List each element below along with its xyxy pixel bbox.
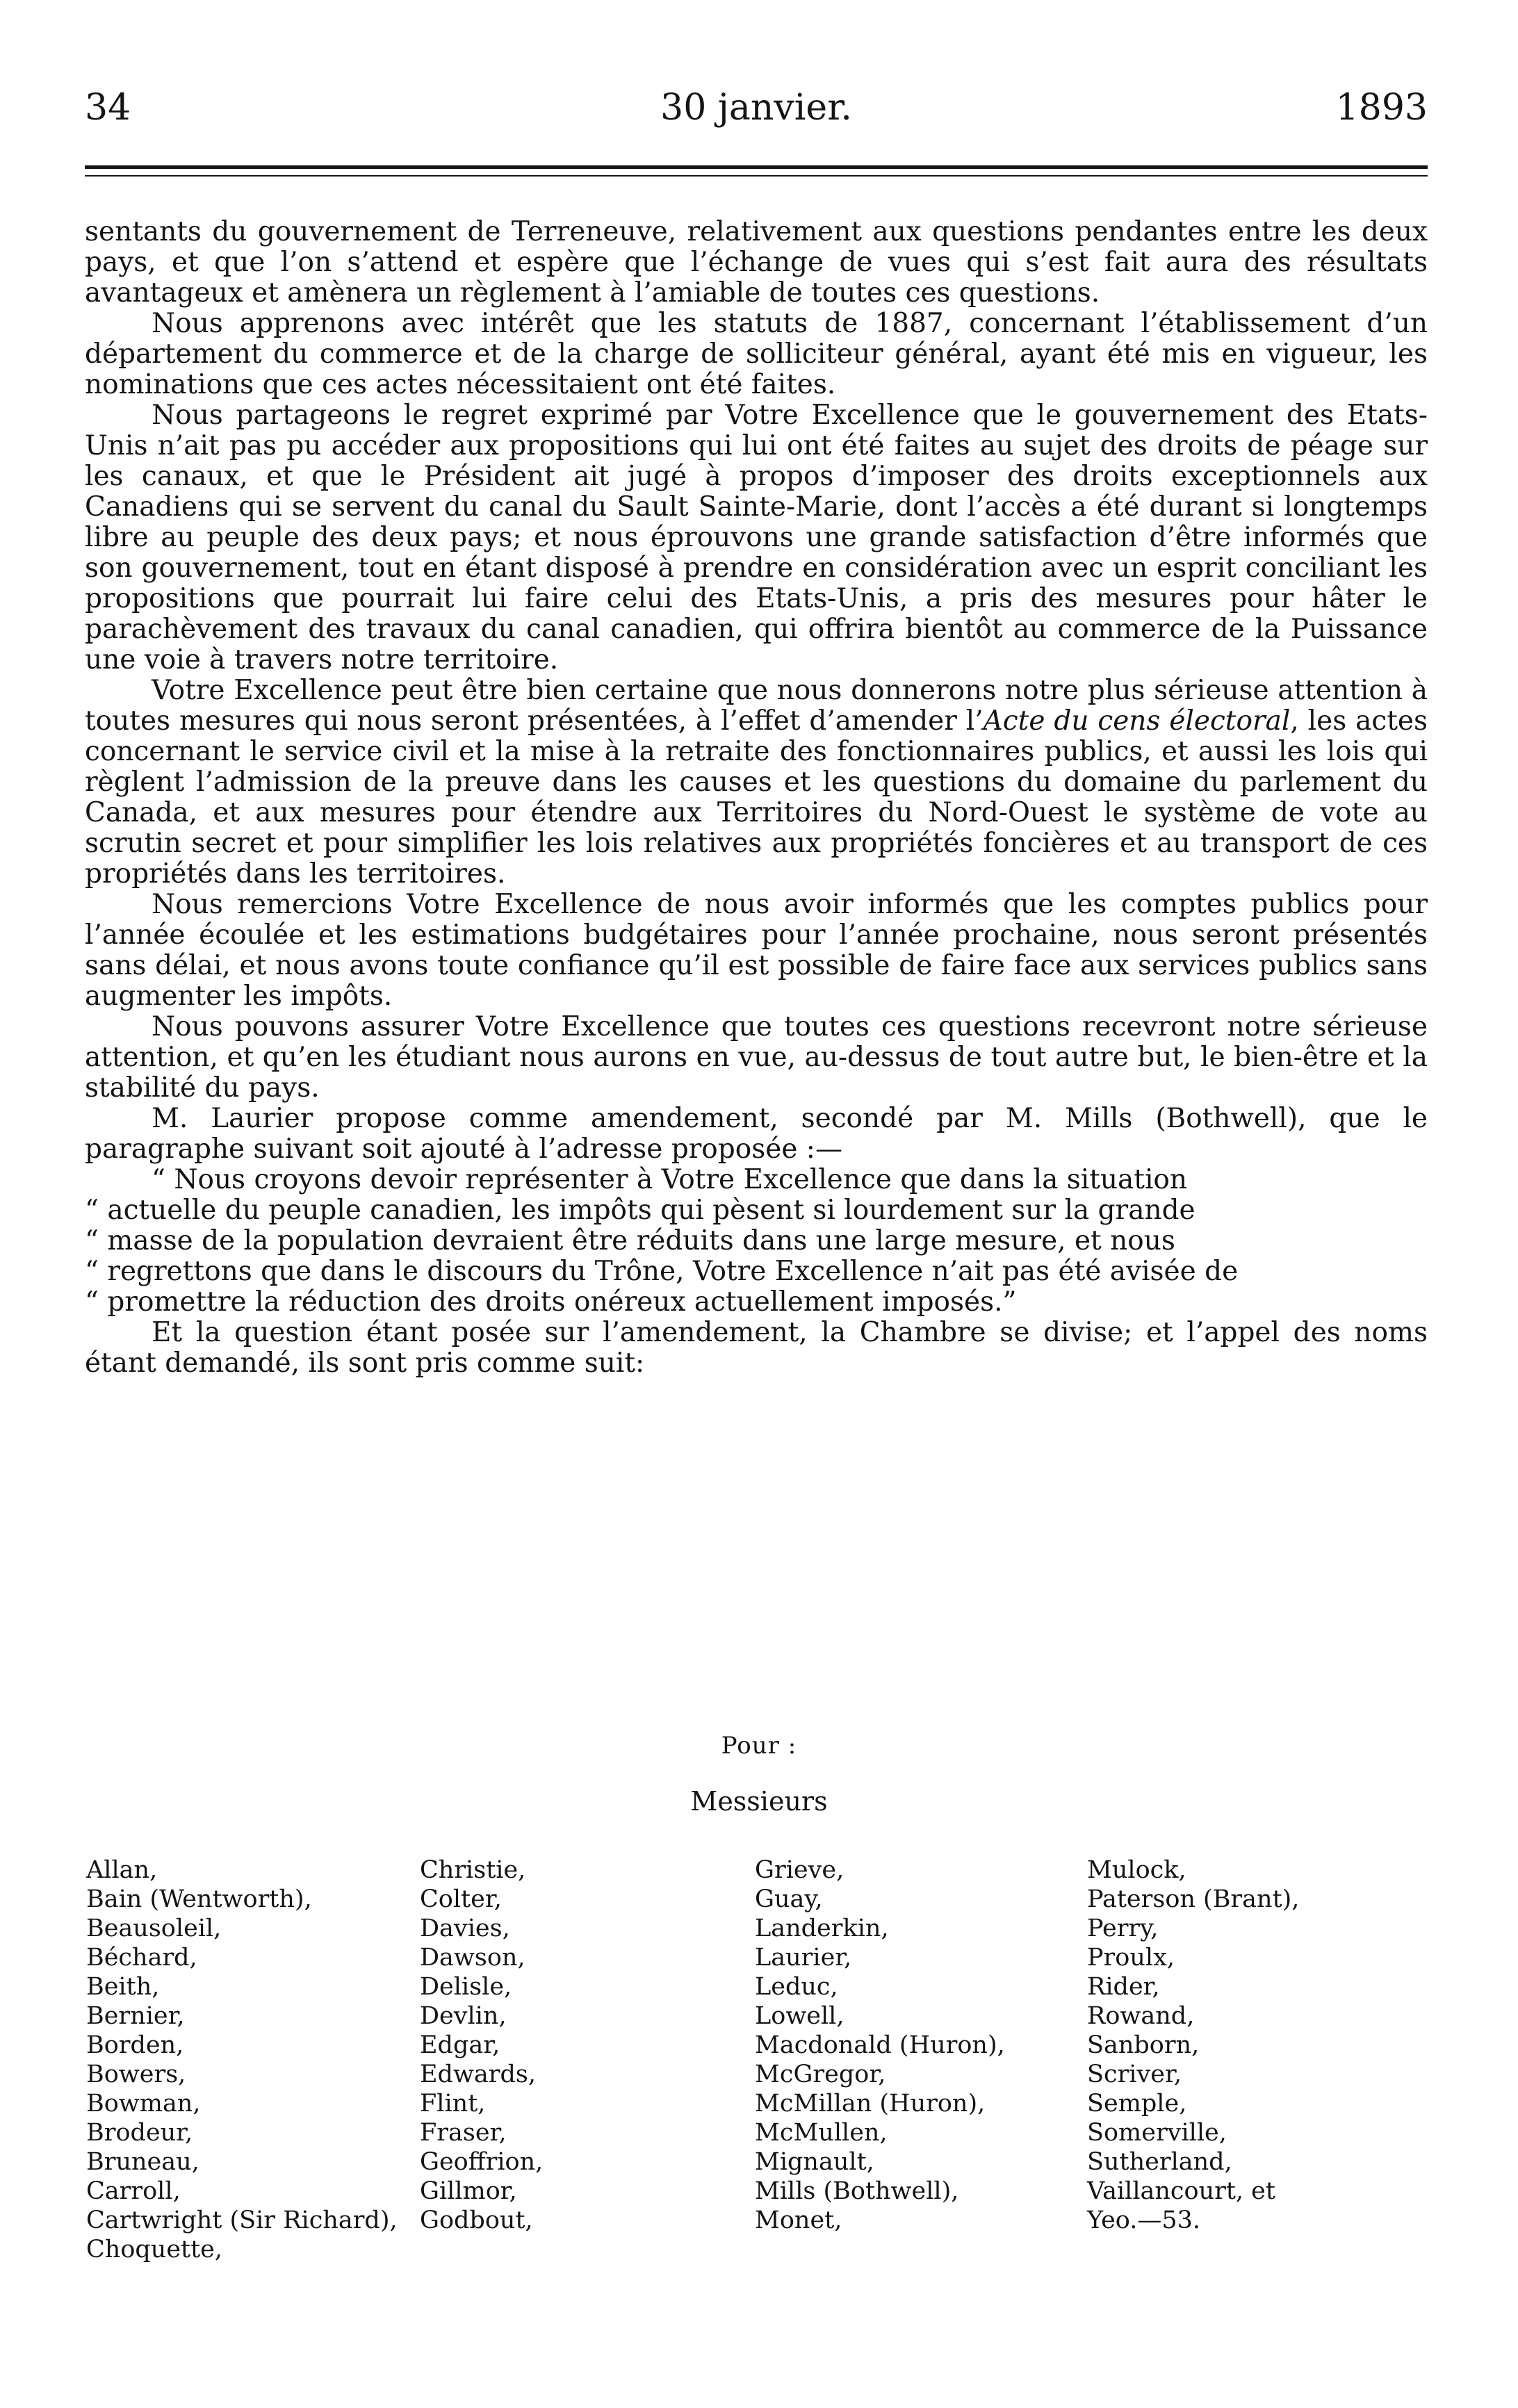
member-name: Colter, [420,1885,502,1913]
member-name: Mignault, [755,2148,874,2176]
member-name: Davies, [420,1915,510,1942]
member-name: Monet, [755,2206,842,2234]
member-name: Borden, [86,2031,184,2059]
member-name: Bowers, [86,2061,186,2088]
member-name: Scriver, [1087,2061,1182,2088]
member-name: Macdonald (Huron), [755,2031,1005,2059]
paragraph: Nous apprenons avec intérêt que les statuts de 1887, concernant l’établissement d’un département du commerce et de la charge de solliciteur général, ayant été mis en vigueur, les nominations que ces actes nécessitaient ont été faites. [85,308,1428,400]
member-name: Delisle, [420,1973,512,2001]
member-name: Edwards, [420,2061,537,2088]
page-header [85,83,1428,132]
member-name: Landerkin, [755,1915,889,1942]
member-name: Godbout, [420,2206,533,2234]
quote-line: “ regrettons que dans le discours du Trône, Votre Excellence n’ait pas été avisée de [85,1256,1239,1287]
member-name: Laurier, [755,1944,852,1972]
quote-line: “ masse de la population devraient être réduits dans une large mesure, et nous [85,1225,1175,1256]
header-year: 1893 [1335,87,1428,129]
member-name: Rowand, [1087,2002,1195,2030]
member-name: Carroll, [86,2177,181,2205]
member-name: Gillmor, [420,2177,517,2205]
names-column-3 [755,1856,1005,2235]
member-name: Fraser, [420,2119,507,2147]
italic-title: Acte du cens électoral [983,705,1291,737]
member-name: Bernier, [86,2002,185,2030]
member-name: Lowell, [755,2002,844,2030]
names-column-1 [86,1856,398,2264]
member-name: Paterson (Brant), [1087,1885,1300,1913]
member-name: Mulock, [1087,1856,1186,1884]
member-name: Sanborn, [1087,2031,1200,2059]
member-name: Brodeur, [86,2119,193,2147]
member-name: Rider, [1087,1973,1160,2001]
member-name: Leduc, [755,1973,838,2001]
paragraph-text: Votre Excellence peut être bien certaine que nous donnerons notre plus sérieuse attention à toutes mesures qui nous seront présentées, à l’effet d’amender l’ [85,675,1428,737]
member-name: Cartwright (Sir Richard), [86,2206,398,2234]
member-name: Béchard, [86,1944,197,1972]
member-name: Beith, [86,1973,160,2001]
paragraph: Nous remercions Votre Excellence de nous avoir informés que les comptes publics pour l’année écoulée et les estimations budgétaires pour l’année prochaine, nous seront présentés sans délai, et nous avons toute confiance qu’il est possible de faire face aux services publics sans augmenter les impôts. [85,889,1428,1012]
header-rule-thick [85,165,1428,169]
member-name: Bowman, [86,2090,201,2118]
member-name: Somerville, [1087,2119,1227,2147]
member-name: Yeo.—53. [1087,2206,1201,2234]
names-column-2 [420,1856,543,2235]
member-name: Bain (Wentworth), [86,1885,312,1913]
header-date: 30 janvier. [660,87,852,129]
paragraph: M. Laurier propose comme amendement, secondé par M. Mills (Bothwell), que le paragraphe suivant soit ajouté à l’adresse proposée :— [85,1103,1428,1165]
member-name: Perry, [1087,1915,1159,1942]
vote-subcaption: Messieurs [690,1786,828,1817]
member-name: Semple, [1087,2090,1187,2118]
member-name: Christie, [420,1856,526,1884]
member-name: Mills (Bothwell), [755,2177,959,2205]
paragraph: Nous pouvons assurer Votre Excellence que toutes ces questions recevront notre sérieuse attention, et qu’en les étudiant nous aurons en vue, au-dessus de tout autre but, le bien-être et la stabilité du pays. [85,1011,1428,1104]
member-name: McMullen, [755,2119,888,2147]
quote-line: “ Nous croyons devoir représenter à Votre Excellence que dans la situation [152,1164,1188,1195]
member-name: Choquette, [86,2236,223,2263]
member-name: Proulx, [1087,1944,1175,1972]
paragraph-text: , les actes concernant le service civil et la mise à la retraite des fonctionnaires publics, et aussi les lois qui règlent l’admission de la preuve dans les causes et les questions du domaine du parlement du Canada, et aux mesures pour étendre aux Territoires du Nord-Ouest le système de vote au scrutin secret et pour simplifier les lois relatives aux propriétés foncières et au transport de ces propriétés dans les territoires. [85,705,1428,890]
member-name: McGregor, [755,2061,886,2088]
quote-line: “ actuelle du peuple canadien, les impôts qui pèsent si lourdement sur la grande [85,1195,1195,1226]
member-name: Allan, [86,1856,158,1884]
member-name: Beausoleil, [86,1915,222,1942]
header-rule-thin [85,175,1428,177]
member-name: Sutherland, [1087,2148,1232,2176]
member-name: Bruneau, [86,2148,199,2176]
page-number: 34 [85,87,131,129]
names-column-4 [1087,1856,1299,2235]
paragraph: Et la question étant posée sur l’amendement, la Chambre se divise; et l’appel des noms étant demandé, ils sont pris comme suit: [85,1317,1428,1379]
member-name: Geoffrion, [420,2148,544,2176]
member-name: Flint, [420,2090,486,2118]
paragraph-votre-excellence [85,675,1428,890]
member-name: Vaillancourt, et [1087,2177,1275,2205]
member-name: Edgar, [420,2031,500,2059]
paragraph: sentants du gouvernement de Terreneuve, relativement aux questions pendantes entre les deux pays, et que l’on s’attend et espère que l’échange de vues qui s’est fait aura des résultats avantageux et amènera un règlement à l’amiable de toutes ces questions. [85,216,1428,309]
amendment-quote [85,1165,1428,1318]
member-name: McMillan (Huron), [755,2090,986,2118]
member-name: Grieve, [755,1856,844,1884]
paragraph: Nous partageons le regret exprimé par Votre Excellence que le gouvernement des Etats-Unis n’ait pas pu accéder aux propositions qui lui ont été faites au sujet des droits de péage sur les canaux, et que le Président ait jugé à propos d’imposer des droits exceptionnels aux Canadiens qui se servent du canal du Sault Sainte-Marie, dont l’accès a été durant si longtemps libre au peuple des deux pays; et nous éprouvons une grande satisfaction d’être informés que son gouvernement, tout en étant disposé à prendre en considération avec un esprit conciliant les propositions que pourrait lui faire celui des Etats-Unis, a pris des mesures pour hâter le parachèvement des travaux du canal canadien, qui offrira bientôt au commerce de la Puissance une voie à travers notre territoire. [85,400,1428,675]
member-name: Guay, [755,1885,823,1913]
member-name: Dawson, [420,1944,525,1972]
quote-line: “ promettre la réduction des droits onéreux actuellement imposés.” [85,1286,1017,1318]
vote-caption: Pour : [721,1732,797,1760]
body-text [85,217,1428,1379]
member-name: Devlin, [420,2002,507,2030]
